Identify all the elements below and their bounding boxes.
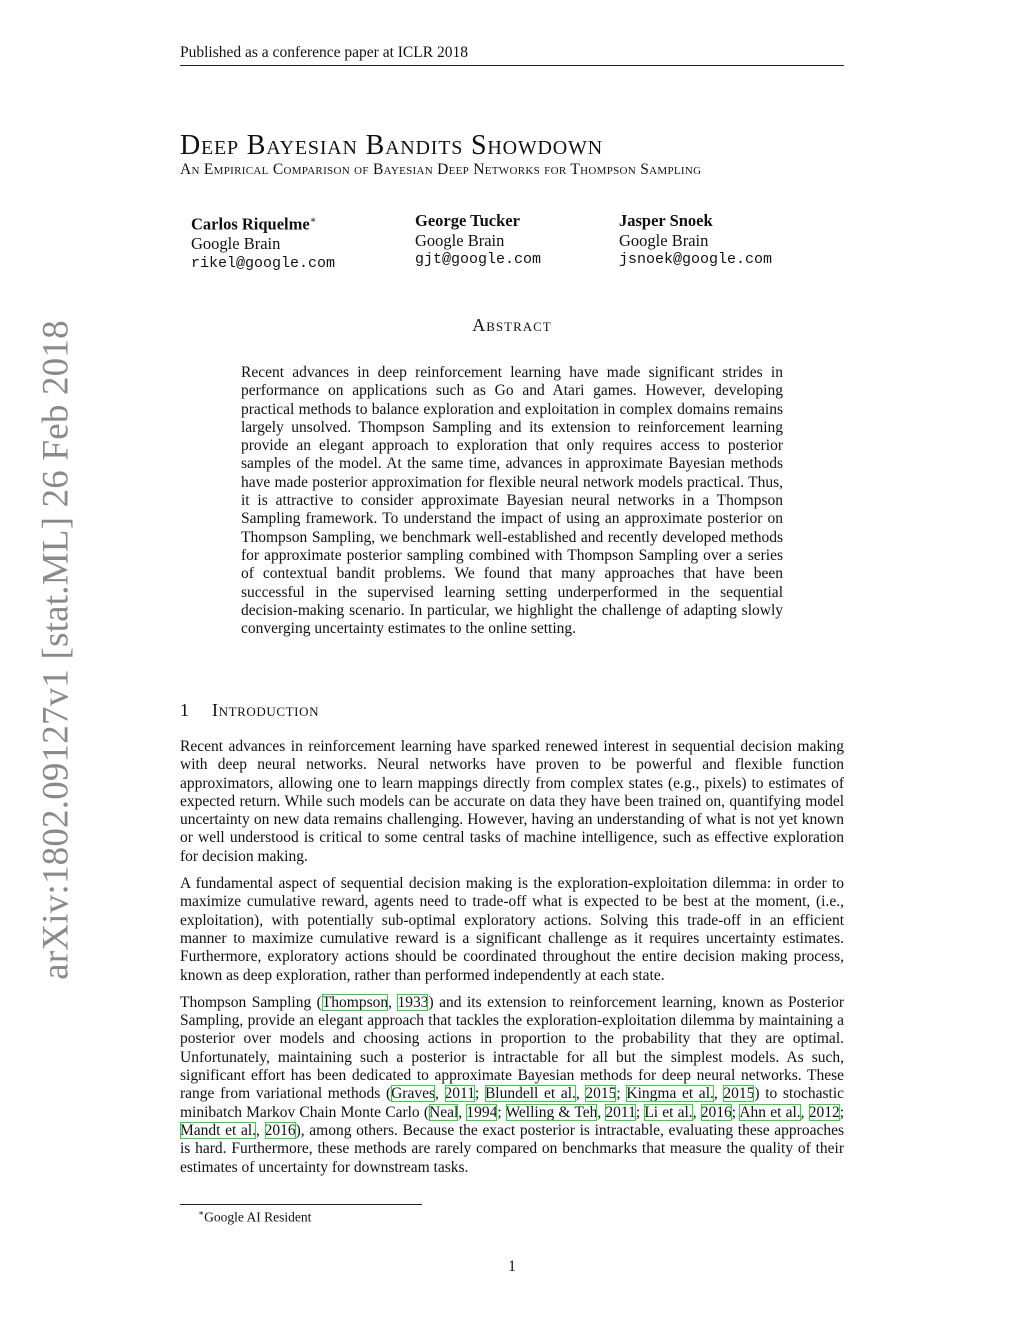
arxiv-identifier-stamp: arXiv:1802.09127v1 [stat.ML] 26 Feb 2018 xyxy=(35,320,77,980)
footnote-mark: ∗ xyxy=(198,1208,205,1218)
citation-link[interactable]: Li et al. xyxy=(644,1103,693,1121)
introduction-body xyxy=(180,738,844,1186)
text-run: , xyxy=(575,1085,586,1103)
abstract-text: Recent advances in deep reinforcement learning have made significant strides in performance on applications such as Go and Atari games. However, developing practical methods to balance exploration and exploitation in complex domains remains largely unsolved. Thompson Sampling and its extension to reinforcement learning provide an elegant approach to exploration that only requires access to posterior samples of the model. At the same time, advances in approximate Bayesian methods have made posterior approximation for flexible neural network models practical. Thus, it is attractive to consider approximate Bayesian neural networks in a Thompson Sampling framework. To understand the impact of using an approximate posterior on Thompson Sampling, we benchmark well-established and recently developed methods for approximate posterior sampling combined with Thompson Sampling over a series of contextual bandit problems. We found that many approaches that have been successful in the supervised learning setting underperformed in the sequential decision-making scenario. In particular, we highlight the challenge of adapting slowly converging uncertainty estimates to the online setting. xyxy=(241,364,783,638)
footnote-text: Google AI Resident xyxy=(204,1209,312,1225)
citation-link[interactable]: 1933 xyxy=(397,993,429,1011)
author-affiliation: Google Brain xyxy=(415,230,505,250)
citation-link[interactable]: 2016 xyxy=(264,1121,296,1139)
abstract-heading: Abstract xyxy=(472,315,552,335)
text-run: , xyxy=(800,1103,809,1121)
author-email[interactable]: gjt@google.com xyxy=(415,251,542,268)
footnote xyxy=(198,1208,311,1226)
citation-link[interactable]: 2015 xyxy=(585,1085,617,1103)
footnote-divider xyxy=(180,1204,422,1205)
author-name: George Tucker xyxy=(415,211,520,230)
section-number: 1 xyxy=(180,700,190,720)
author-affiliation: Google Brain xyxy=(619,230,709,250)
author-block xyxy=(619,211,772,270)
paper-subtitle: An Empirical Comparison of Bayesian Deep Networks for Thompson Sampling xyxy=(180,161,702,178)
author-affiliation: Google Brain xyxy=(191,234,281,253)
author-block xyxy=(415,211,541,270)
text-run: ; xyxy=(497,1103,506,1121)
text-run: , xyxy=(256,1121,265,1139)
author-block xyxy=(191,211,335,273)
citation-link[interactable]: 2012 xyxy=(808,1103,840,1121)
citation-link[interactable]: 1994 xyxy=(466,1103,498,1121)
text-run: , xyxy=(458,1103,467,1121)
citation-link[interactable]: 2016 xyxy=(700,1103,732,1121)
text-run: ), among others. Because the exact posterior is intractable, evaluating these approaches is hard. Furthermore, these methods are rarely compared on benchmarks that measure the quality of their estimates of uncertainty for downstream tasks. xyxy=(180,1121,844,1176)
text-run: Thompson Sampling ( xyxy=(180,993,322,1011)
running-header: Published as a conference paper at ICLR 2018 xyxy=(180,44,844,66)
text-run: ; xyxy=(474,1085,485,1103)
citation-link[interactable]: Graves xyxy=(391,1085,436,1103)
citation-link[interactable]: Welling & Teh xyxy=(505,1103,598,1121)
text-run: , xyxy=(713,1085,724,1103)
author-email[interactable]: jsnoek@google.com xyxy=(619,251,773,268)
text-run: ; xyxy=(635,1103,645,1121)
section-title: Introduction xyxy=(212,700,320,720)
paper-title: Deep Bayesian Bandits Showdown xyxy=(180,130,603,161)
text-run: ; xyxy=(731,1103,740,1121)
paragraph: Recent advances in reinforcement learning have sparked renewed interest in sequential decision making with deep neural networks. Neural networks have proven to be powerful and flexible function approximators, allowing one to learn mappings directly from complex states (e.g., pixels) to estimates of expected return. While such models can be accurate on data they have been trained on, quantifying model uncertainty on new data remains challenging. However, having an understanding of what is not yet known or well understood is critical to some central tasks of machine intelligence, such as effective exploration for decision making. xyxy=(180,738,844,865)
section-heading-introduction xyxy=(180,700,319,721)
author-name: Jasper Snoek xyxy=(619,211,713,230)
text-run: , xyxy=(435,1085,445,1103)
citation-link[interactable]: Ahn et al. xyxy=(739,1103,801,1121)
citation-link[interactable]: Mandt et al. xyxy=(180,1121,257,1139)
author-email[interactable]: rikel@google.com xyxy=(191,254,336,272)
text-run: ; xyxy=(616,1085,627,1103)
citation-link[interactable]: 2015 xyxy=(723,1085,755,1103)
text-run: , xyxy=(597,1103,606,1121)
author-name: Carlos Riquelme xyxy=(191,214,310,234)
citation-link[interactable]: Blundell et al. xyxy=(484,1085,576,1103)
paragraph: A fundamental aspect of sequential decision making is the exploration-exploitation dilemma: in order to maximize cumulative reward, agents need to trade-off what is expected to be best at the moment, (i.e., exploitation), with potentially sub-optimal exploratory actions. Solving this trade-off in an efficient manner to maximize cumulative reward is a significant challenge as it requires uncertainty estimates. Furthermore, exploratory actions should be coordinated throughout the entire decision making process, known as deep exploration, rather than performed independently at each state. xyxy=(180,875,844,984)
citation-link[interactable]: Thompson xyxy=(321,993,389,1011)
text-run: ) to stochastic minibatch Markov Chain Monte Carlo ( xyxy=(180,1085,845,1121)
text-run: ; xyxy=(839,1103,844,1121)
footnote-mark: ∗ xyxy=(309,215,317,226)
citation-link[interactable]: 2011 xyxy=(444,1085,475,1103)
page-number: 1 xyxy=(508,1258,516,1275)
citation-link[interactable]: Kingma et al. xyxy=(626,1085,714,1103)
citation-link[interactable]: Neal xyxy=(429,1103,459,1121)
text-run: , xyxy=(388,993,398,1011)
text-run: , xyxy=(692,1103,701,1121)
paragraph-with-citations xyxy=(180,994,844,1177)
text-run: ) and its extension to reinforcement learning, known as Posterior Sampling, provide an elegant approach that tackles the exploration-exploitation dilemma by maintaining a posterior over models and choosing actions in proportion to the probability that they are optimal. Unfortunately, maintaining such a posterior is intractable for all but the simplest models. As such, significant effort has been dedicated to approximate Bayesian methods for deep neural networks. These range from variational methods ( xyxy=(180,993,844,1103)
citation-link[interactable]: 2011 xyxy=(605,1103,636,1121)
